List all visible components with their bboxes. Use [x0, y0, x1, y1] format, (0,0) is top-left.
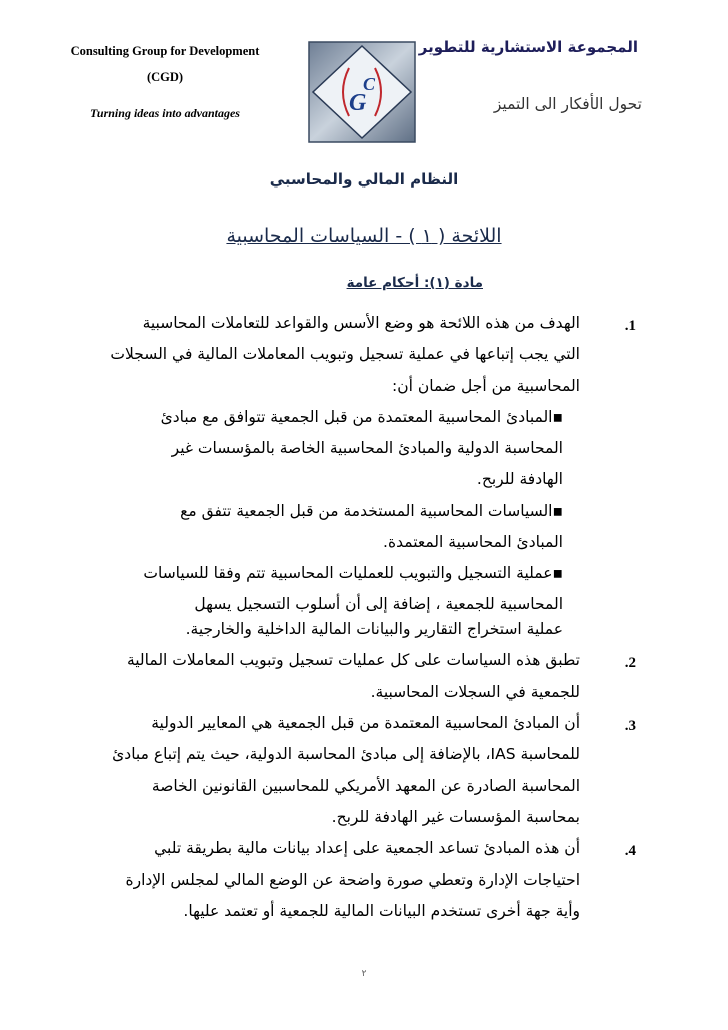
body-line: المحاسبة الصادرة عن المعهد الأمريكي للمحاسبين القانونين الخاصة: [151, 777, 580, 795]
body-line: للمحاسبة IAS، بالإضافة إلى مبادئ المحاسبة الدولية، حيث يتم إتباع مبادئ: [112, 745, 580, 763]
body-line: احتياجات الإدارة وتعطي صورة واضحة عن الوضع المالي لمجلس الإدارة: [125, 871, 580, 889]
article-title: مادة (١): أحكام عامة: [346, 275, 483, 291]
org-abbreviation: (CGD): [146, 70, 184, 84]
item-number: .1: [624, 318, 636, 334]
logo-letter-g: G: [349, 90, 367, 116]
body-line: المحاسبية للجمعية ، إضافة إلى أن أسلوب التسجيل يسهل: [194, 595, 563, 613]
body-line: المحاسبة الدولية والمبادئ المحاسبية الخاصة بالمؤسسات غير: [171, 439, 563, 457]
body-line: المحاسبية من أجل ضمان أن:: [392, 377, 580, 395]
body-line: أن المبادئ المحاسبية المعتمدة من قبل الجمعية هي المعايير الدولية: [151, 714, 580, 732]
slogan-english: Turning ideas into advantages: [90, 106, 240, 120]
body-line: للجمعية في السجلات المحاسبية.: [370, 683, 580, 701]
item-number: .2: [624, 655, 636, 671]
body-line: وأية جهة أخرى تستخدم البيانات المالية للجمعية أو تعتمد عليها.: [183, 902, 580, 920]
body-line: التي يجب إتباعها في عملية تسجيل وتبويب المعاملات المالية في السجلات: [110, 345, 580, 363]
bullet-line: ▪عملية التسجيل والتبويب للعمليات المحاسبية تتم وفقا للسياسات: [143, 564, 563, 582]
org-name-english: Consulting Group for Development: [70, 44, 260, 58]
body-line: الهدف من هذه اللائحة هو وضع الأسس والقواعد للتعاملات المحاسبية: [142, 314, 580, 332]
logo-letter-c: C: [363, 74, 376, 94]
bullet-line: ▪السياسات المحاسبية المستخدمة من قبل الجمعية تتفق مع: [180, 502, 563, 520]
body-line: الهادفة للربح.: [476, 470, 563, 488]
body-line: عملية استخراج التقارير والبيانات المالية الداخلية والخارجية.: [185, 620, 563, 638]
cgd-logo-icon: [307, 40, 417, 144]
org-name-arabic: المجموعة الاستشارية للتطوير: [418, 38, 638, 56]
slogan-arabic: تحول الأفكار الى التميز: [493, 95, 642, 113]
page-number: ٢: [361, 969, 367, 979]
item-number: .4: [624, 843, 636, 859]
item-number: .3: [624, 718, 636, 734]
bullet-line: ▪المبادئ المحاسبية المعتمدة من قبل الجمعية تتوافق مع مبادئ: [160, 408, 563, 426]
body-line: أن هذه المبادئ تساعد الجمعية على إعداد بيانات مالية بطريقة تلبي: [154, 839, 580, 857]
document-title: النظام المالي والمحاسبي: [269, 170, 459, 188]
body-line: المبادئ المحاسبية المعتمدة.: [383, 533, 563, 551]
regulation-title: اللائحة ( ١ ) - السياسات المحاسبية: [226, 225, 502, 247]
body-line: بمحاسبة المؤسسات غير الهادفة للربح.: [331, 808, 580, 826]
body-line: تطبق هذه السياسات على كل عمليات تسجيل وتبويب المعاملات المالية: [126, 651, 580, 669]
